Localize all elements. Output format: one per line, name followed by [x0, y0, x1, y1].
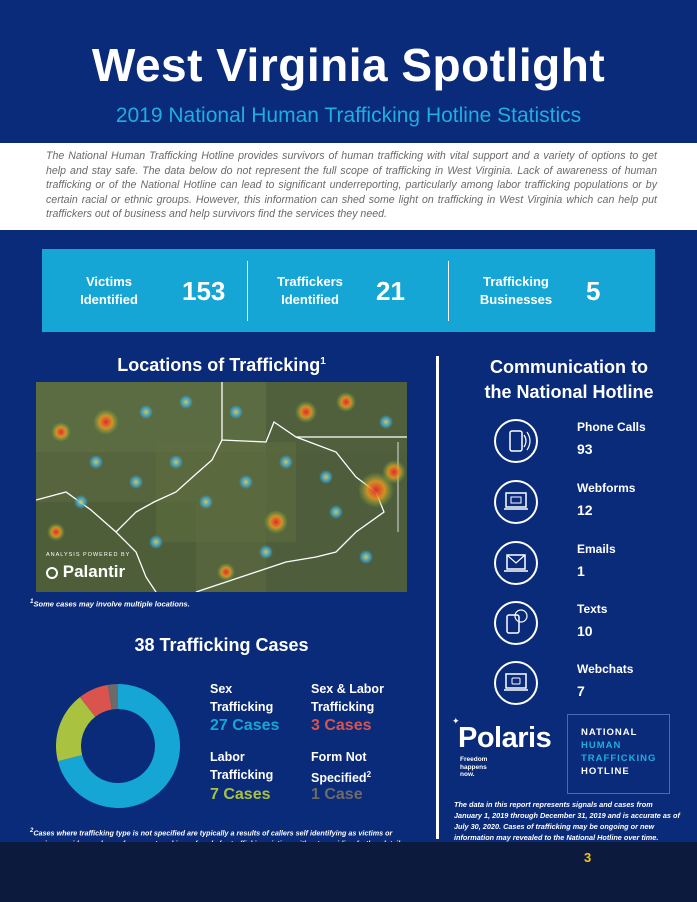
comm-label: Emails	[577, 542, 616, 556]
stat-label	[471, 273, 561, 309]
hotspot	[336, 392, 356, 412]
tagline-line: happens	[460, 763, 487, 771]
stat-label	[64, 273, 154, 309]
map-credit-label: ANALYSIS POWERED BY	[46, 552, 131, 558]
case-value-sex-labor: 3 Cases	[311, 717, 372, 734]
footer-bar	[0, 842, 697, 902]
comm-item-webforms	[494, 480, 654, 532]
page-number: 3	[584, 850, 592, 865]
comm-value: 7	[577, 683, 585, 699]
comm-label: Webchats	[577, 662, 634, 676]
case-label-sex	[210, 680, 273, 716]
polaris-tagline	[460, 756, 487, 779]
locations-title-text: Locations of Trafficking	[117, 355, 321, 375]
stat-label-line1: Traffickers	[277, 274, 343, 289]
webform-icon	[494, 480, 538, 524]
footnote-marker: 2	[30, 828, 34, 834]
hotspot	[51, 422, 71, 442]
hotspot	[329, 505, 343, 519]
comm-label: Phone Calls	[577, 420, 646, 434]
stat-value: 153	[182, 276, 226, 306]
stat-label-line2: Businesses	[479, 292, 553, 307]
case-value-labor: 7 Cases	[210, 786, 271, 803]
footnote-text: Cases where trafficking type is not specified are typically a results of callers self identifying as victims or	[33, 828, 393, 838]
comm-label: Texts	[577, 602, 608, 616]
case-label-line2: Trafficking	[210, 700, 274, 714]
cases-title: 38 Trafficking Cases	[134, 635, 309, 655]
case-label-line1: Labor	[210, 750, 245, 764]
intro-paragraph: The National Human Trafficking Hotline provides survivors of human trafficking with vital support and a variety of options to get help and stay safe. The data below do not represent the full scope of trafficking in West Virginia. Lack of awareness of human trafficking or of the National Hotline can lead to significant underreporting, particularly among labor trafficking populations or by certain racial or ethnic groups. However, this information can shed some light on trafficking in West Virginia which can help put traffickers out of business and help survivors find the services they need.	[0, 143, 697, 230]
case-label-line1: Sex & Labor	[311, 682, 384, 696]
cases-donut-chart	[53, 681, 183, 811]
nhth-line: NATIONAL	[581, 727, 638, 738]
stat-value: 21	[376, 276, 405, 306]
hotspot	[279, 455, 293, 469]
footnote-marker: 2	[366, 770, 372, 779]
sparkle-icon: ✦	[452, 716, 460, 726]
tagline-line: Freedom	[460, 756, 488, 763]
locations-footnote	[30, 598, 190, 609]
phone-icon	[494, 419, 538, 463]
nhth-line: HOTLINE	[581, 766, 630, 777]
comm-item-phone	[494, 419, 654, 471]
palantir-icon	[46, 567, 58, 579]
hotspot	[179, 395, 193, 409]
column-divider	[436, 356, 439, 839]
comm-item-webchats	[494, 661, 654, 713]
stat-value: 5	[586, 276, 601, 306]
comm-value: 1	[577, 563, 585, 579]
case-label-sex-labor	[311, 680, 384, 716]
hotspot	[229, 405, 243, 419]
case-label-labor	[210, 748, 273, 784]
communication-title	[453, 355, 685, 405]
hotspot	[239, 475, 253, 489]
hotspot	[74, 495, 88, 509]
header	[0, 0, 697, 143]
comm-item-texts	[494, 601, 654, 653]
nhth-logo	[567, 714, 670, 794]
hotspot	[93, 409, 119, 435]
case-label-line2: Trafficking	[210, 768, 274, 782]
stat-label-line1: Trafficking	[483, 274, 549, 289]
comm-value: 12	[577, 502, 593, 518]
locations-title	[36, 355, 407, 376]
hotspot	[89, 455, 103, 469]
page-subtitle: 2019 National Human Trafficking Hotline Statistics	[115, 104, 582, 127]
stat-businesses	[449, 249, 655, 332]
stat-label	[265, 273, 355, 309]
hotspot	[169, 455, 183, 469]
stat-traffickers	[248, 249, 448, 332]
page-title: West Virginia Spotlight	[91, 39, 606, 91]
comm-label: Webforms	[577, 481, 636, 495]
palantir-logo	[46, 562, 125, 582]
case-label-line2: Specified	[311, 771, 367, 786]
case-label-line1: Form Not	[311, 750, 367, 764]
hotspot	[319, 470, 333, 484]
case-value-not-specified: 1 Case	[311, 786, 363, 803]
webchat-icon	[494, 661, 538, 705]
hotspot	[47, 523, 65, 541]
stat-victims	[42, 249, 247, 332]
comm-item-emails	[494, 541, 654, 593]
email-icon	[494, 541, 538, 585]
comm-value: 10	[577, 623, 593, 639]
stat-label-line2: Identified	[80, 292, 138, 307]
hotspot	[379, 415, 393, 429]
map-image	[36, 382, 407, 592]
case-value-sex: 27 Cases	[210, 717, 280, 734]
trafficking-heat-map	[36, 382, 407, 592]
hotspot	[295, 401, 317, 423]
communication-title-line2: the National Hotline	[484, 382, 654, 402]
palantir-wordmark: Palantir	[62, 562, 126, 581]
stat-label-line2: Identified	[281, 292, 339, 307]
case-label-line1: Sex	[210, 682, 233, 696]
hotspot	[139, 405, 153, 419]
footnote-marker: 1	[30, 598, 34, 605]
footnote-text: Some cases may involve multiple locations.	[33, 599, 190, 609]
nhth-line: TRAFFICKING	[581, 753, 657, 764]
hotspot	[149, 535, 163, 549]
nhth-line: HUMAN	[581, 740, 622, 751]
hotspot	[199, 495, 213, 509]
hotspot	[259, 545, 273, 559]
hotspot	[359, 550, 373, 564]
comm-value: 93	[577, 441, 593, 457]
communication-title-line1: Communication to	[490, 357, 648, 377]
case-label-not-specified	[311, 748, 371, 787]
hotspot	[129, 475, 143, 489]
footnote-marker: 1	[320, 356, 326, 367]
case-label-line2: Trafficking	[311, 700, 375, 714]
stats-bar	[42, 249, 655, 332]
polaris-logo: Polaris	[458, 722, 552, 754]
tagline-line: now.	[460, 771, 475, 778]
text-message-icon	[494, 601, 538, 645]
hotspot	[217, 563, 235, 581]
hotspot	[264, 510, 288, 534]
data-disclaimer: The data in this report represents signals and cases from January 1, 2019 through December 31, 2019 and is accurate as of July 30, 2020. Cases of trafficking may be ongoing or new information may revealed to the National Hotline over time.	[454, 800, 680, 842]
hotspot	[382, 460, 406, 484]
stat-label-line1: Victims	[85, 274, 132, 289]
